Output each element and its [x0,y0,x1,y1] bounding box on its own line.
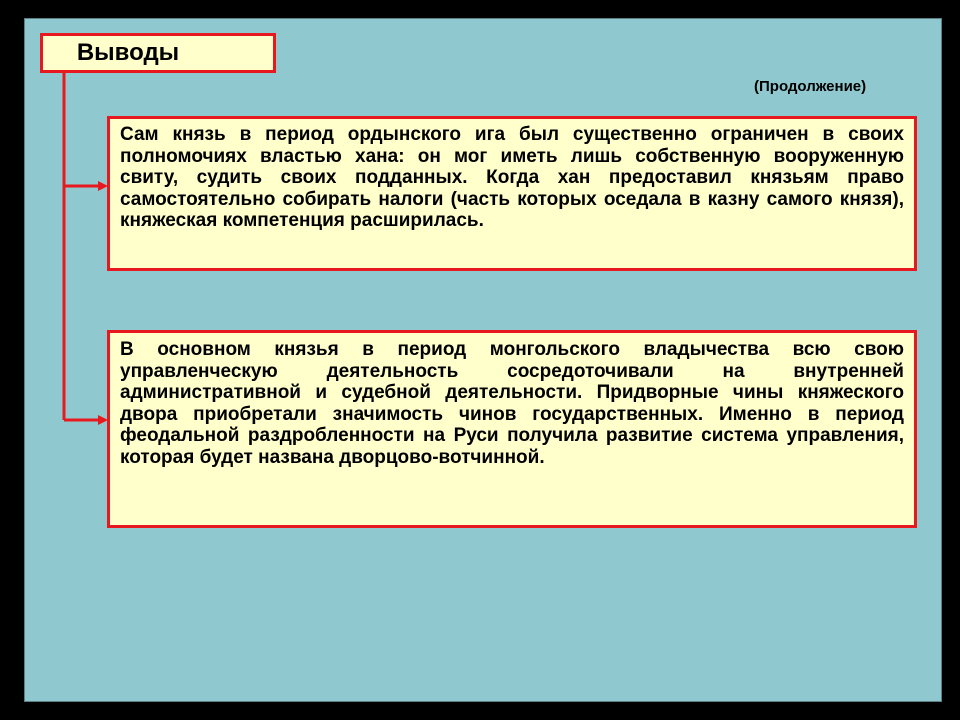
conclusion-text-1: Сам князь в период ордынского ига был существенно ограничен в своих полномочиях властью хана: он мог иметь лишь собственную вооруженную свиту, судить своих подданных. Когда хан предоставил князьям право самостоятельно собирать налоги (часть которых оседала в казну самого князя), княжеская компетенция расширилась. [120,124,904,231]
conclusion-text-2: В основном князья в период монгольского владычества всю свою управленческую деятельность сосредоточивали на внутренней административной и судебной деятельности. Придворные чины княжеского двора приобретали значимость чинов государственных. Именно в период феодальной раздробленности на Руси получила развитие система управления, которая будет названа дворцово-вотчинной. [120,339,904,468]
subtitle: (Продолжение) [754,78,867,95]
conclusion-box-2 [107,330,917,528]
conclusion-box-1 [107,116,917,271]
page-title: Выводы [76,39,180,66]
title-box [40,33,276,73]
